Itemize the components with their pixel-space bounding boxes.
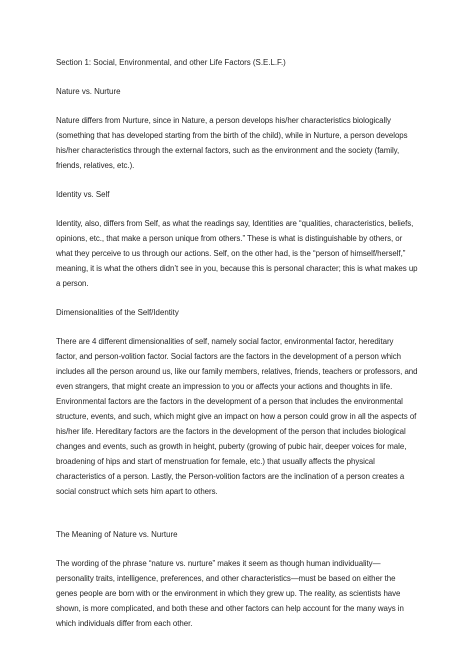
heading-dimensionalities: Dimensionalities of the Self/Identity (56, 308, 179, 317)
heading-identity-vs-self: Identity vs. Self (56, 190, 110, 199)
paragraph-dimensionalities: There are 4 different dimensionalities of self, namely social factor, environmental factor, hereditary factor, and person-volition factor. Social factors are the factors in the development of a person which includes all the person around us, like our family members, relatives, friends, teachers or professors, and even strangers, that might create an impression to you or affects your actions and thoughts in life. Environmental factors are the factors in the development of a person that includes the environmental structure, events, and such, which might give an impact on how a person could grow in all the aspects of his/her life. Hereditary factors are the factors in the development of the person that includes biological changes and events, such as growth in height, puberty (growing of pubic hair, deeper voices for male, broadening of hips and start of menstruation for female, etc.) that usually affects the physical characteristics of a person. Lastly, the Person-volition factors are the inclination of a person creates a social construct which sets him apart to others. (56, 337, 418, 496)
section-spacer (56, 513, 424, 527)
section-title: Section 1: Social, Environmental, and other Life Factors (S.E.L.F.) (56, 58, 286, 67)
heading-nature-vs-nurture: Nature vs. Nurture (56, 87, 121, 96)
paragraph-meaning-of-nature-vs-nurture: The wording of the phrase “nature vs. nurture” makes it seem as though human individuality— personality traits, intelligence, preferences, and other characteristics—must be based on either the genes people are born with or the environment in which they grew up. The reality, as scientists have shown, is more complicated, and both these and other factors can help account for the many ways in which individuals differ from each other. (56, 559, 404, 628)
document-content (56, 55, 424, 645)
paragraph-nature-vs-nurture: Nature differs from Nurture, since in Nature, a person develops his/her characteristics biologically (something that has developed starting from the birth of the child), while in Nurture, a person develops his/her characteristics through the external factors, such as the environment and the society (family, friends, relatives, etc.). (56, 116, 408, 170)
heading-meaning-of-nature-vs-nurture: The Meaning of Nature vs. Nurture (56, 530, 178, 539)
paragraph-identity-vs-self: Identity, also, differs from Self, as what the readings say, Identities are “qualities, characteristics, beliefs, opinions, etc., that make a person unique from others.” These is what is distinguishable by others, or what they perceive to us through our actions. Self, on the other had, is the “person of himself/herself,” meaning, it is what the others didn’t see in you, because this is personal character; this is what makes up a person. (56, 219, 418, 288)
